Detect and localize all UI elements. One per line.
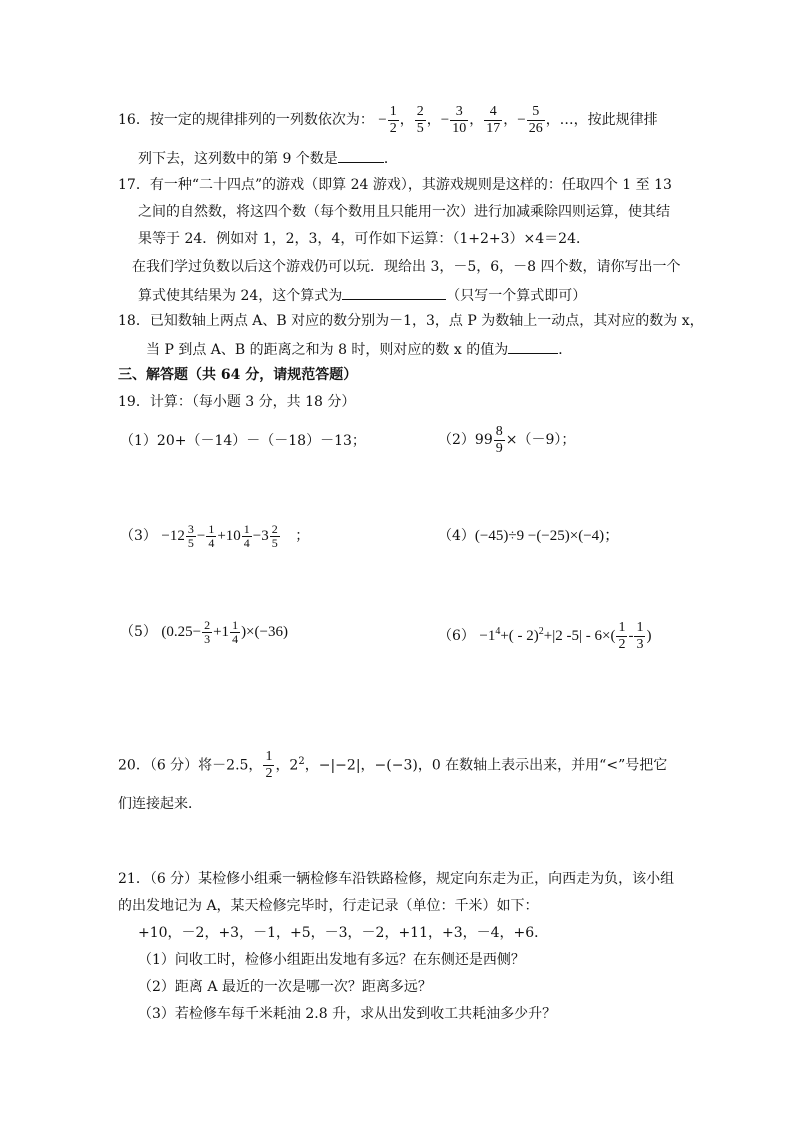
q19-part5	[120, 612, 288, 652]
q19-part2-tail: ×（－9）；	[505, 432, 576, 448]
q16-fraction-4: $\frac{4}{17}$	[486, 104, 501, 137]
q20-exponent: 2	[298, 756, 305, 767]
q19-part6-label: （6）	[438, 628, 475, 644]
q16-intro: 按一定的规律排列的一列数依次为：	[149, 112, 374, 128]
q21-record: +10，－2，+3，－1，+5，－3，－2，+11，+3，－4，+6．	[138, 925, 549, 941]
q17-line5	[138, 285, 586, 305]
q16-line2-end: ．	[383, 151, 398, 167]
q19-part2-label: （2）99	[438, 432, 493, 448]
q17-answer-blank[interactable]	[342, 285, 446, 300]
q16-tail: ，…，按此规律排	[545, 112, 658, 128]
q18-line1: 18．已知数轴上两点 A、B 对应的数分别为－1，3，点 P 为数轴上一动点，其对应的数为 x，	[118, 313, 704, 329]
q16-fraction-3: − $\frac{3}{10}$	[440, 104, 467, 137]
q16-answer-blank[interactable]	[338, 148, 384, 163]
q18-line2-text: 当 P 到点 A、B 的距离之和为 8 时，则对应的数 x 的值为	[146, 342, 509, 358]
q21-line1: 21．（6 分）某检修小组乘一辆检修车沿铁路检修，规定向东走为正，向西走为负，该小组	[118, 871, 675, 887]
q17-line1: 17．有一种“二十四点”的游戏（即算 24 游戏），其游戏规则是这样的：任取四个 1 至 13	[118, 177, 672, 193]
q17-line3: 果等于 24．例如对 1，2，3，4，可作如下运算：（1+2+3）×4＝24．	[138, 231, 590, 247]
q17-line2: 之间的自然数，将这四个数（每个数用且只能用一次）进行加减乘除四则运算，使其结	[138, 204, 670, 220]
q20-fraction: $\frac{1}{2}$	[265, 749, 273, 782]
q19-part6	[438, 612, 651, 656]
q19-part5-label: （5）	[120, 624, 157, 640]
q21-question-1: （1）问收工时，检修小组距出发地有多远？在东侧还是西侧？	[138, 952, 525, 968]
q16-line2	[138, 148, 398, 168]
q20-line1	[118, 742, 667, 786]
q19-part2-fraction: $\frac{8}{9}$	[495, 423, 503, 456]
q17-line5-note: （只写一个算式即可）	[446, 288, 587, 304]
q19-part4-label: （4）	[438, 528, 475, 544]
q19-part3	[120, 516, 309, 556]
q16-fraction-2: $\frac{2}{5}$	[416, 104, 424, 137]
q20-line2: 们连接起来．	[118, 796, 202, 812]
q21-line2: 的出发地记为 A，某天检修完毕时，行走记录（单位：千米）如下：	[118, 898, 539, 914]
q19-part3-label: （3）	[120, 528, 157, 544]
q19-part1: （1）20+（－14）－（－18）－13；	[120, 433, 366, 449]
q20-text-c: ，−|−2|，−(−3)，0 在数轴上表示出来，并用“<”号把它	[304, 757, 668, 774]
q21-question-3: （3）若检修车每千米耗油 2.8 升，求从出发到收工共耗油多少升？	[138, 1006, 557, 1022]
q18-line2	[146, 339, 572, 359]
q16-line1: 16．按一定的规律排列的一列数依次为： − $\frac{1}{2}$ ， $\frac{2}{5}$ ，− $\frac{3}{10}$ ， $\frac{4}{17}$ ，− $\frac{5}{26}$ ，…，按此规律排	[118, 104, 658, 137]
q16-number: 16．	[118, 112, 150, 128]
q19-part6-expr: $-1^4+( - 2)^2+|2$ -5| - 6×( $\frac{1}{2}$ - $\frac{1}{3}$ )	[479, 620, 652, 653]
q20-text-a: 20．（6 分）将－2.5，	[118, 757, 263, 774]
q17-line5-text: 算式使其结果为 24，这个算式为	[138, 288, 343, 304]
q19-part3-end: ；	[295, 528, 310, 544]
q16-fraction-1: − $\frac{1}{2}$	[378, 104, 397, 137]
q18-line2-end: ．	[558, 342, 573, 358]
section-3-heading: 三、解答题（共 64 分，请规范答题）	[118, 367, 358, 383]
q19-part4	[438, 527, 619, 545]
q19-part4-expr: (−45)÷9 −(−25)×(−4)；	[474, 528, 620, 544]
q19-part5-expr: (0.25− $\frac{2}{3}$ +1 $\frac{1}{4}$ )×(−36)	[161, 618, 288, 647]
q19-title: 19．计算：（每小题 3 分，共 18 分）	[118, 394, 356, 410]
q16-fraction-5: − $\frac{5}{26}$	[517, 104, 543, 137]
q19-part3-expr: −12 $\frac{3}{5}$ − $\frac{1}{4}$ +10 $\frac{1}{4}$ −3 $\frac{2}{5}$	[161, 522, 278, 551]
q19-part2	[438, 420, 575, 460]
q16-line2-text: 列下去，这列数中的第 9 个数是	[138, 151, 338, 167]
q18-answer-blank[interactable]	[508, 339, 558, 354]
q17-line4: 在我们学过负数以后这个游戏仍可以玩．现给出 3，－5，6，－8 四个数，请你写出一个	[132, 259, 681, 275]
q21-question-2: （2）距离 A 最近的一次是哪一次？距离多远？	[138, 979, 432, 995]
q20-text-b: ，2	[275, 757, 299, 774]
